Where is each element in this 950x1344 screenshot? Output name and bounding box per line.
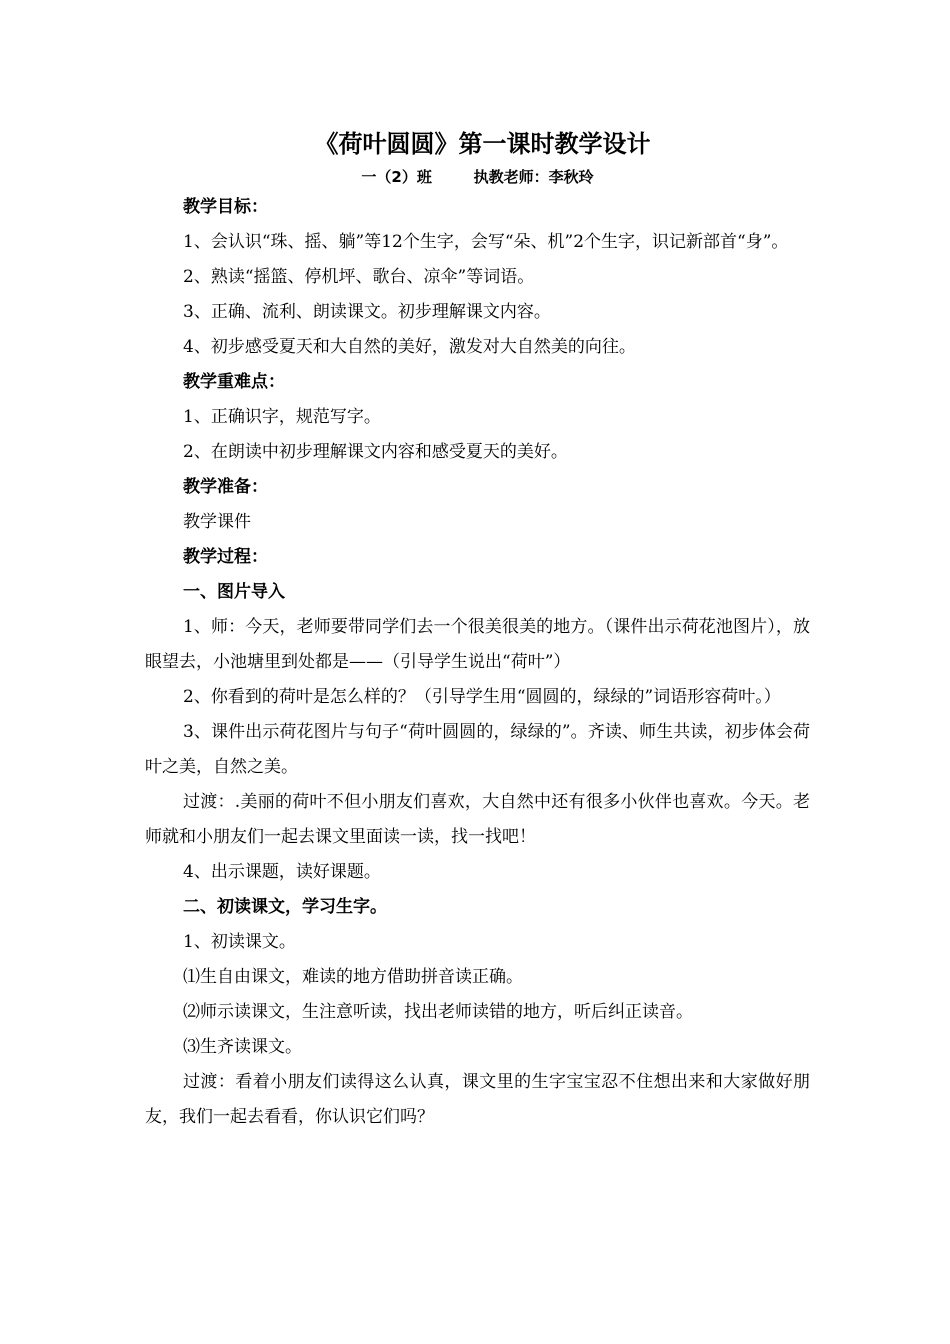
part2-paragraph: 过渡：看着小朋友们读得这么认真，课文里的生字宝宝忍不住想出来和大家做好朋友，我们一起去看看，你认识它们吗？: [145, 1072, 810, 1127]
part1-paragraph: 4、出示课题，读好课题。: [183, 862, 381, 882]
objective-item: 3、正确、流利、朗读课文。初步理解课文内容。: [183, 302, 551, 322]
document-title: 《荷叶圆圆》第一课时教学设计: [314, 130, 651, 158]
part1-paragraph: 1、师：今天，老师要带同学们去一个很美很美的地方。（课件出示荷花池图片），放眼望去，小池塘里到处都是——（引导学生说出“荷叶”）: [145, 617, 810, 672]
keypoint-item: 1、正确识字，规范写字。: [183, 407, 381, 427]
process-heading: 教学过程：: [183, 547, 268, 567]
document-body: [145, 126, 810, 1135]
objective-item: 4、初步感受夏天和大自然的美好，激发对大自然美的向往。: [183, 337, 636, 357]
preparation-text: 教学课件: [183, 512, 251, 532]
objective-item: 1、会认识“珠、摇、躺”等12个生字，会写“朵、机”2个生字，识记新部首“身”。: [183, 232, 789, 252]
keypoints-heading: 教学重难点：: [183, 372, 285, 392]
part2-paragraph: ⑵师示读课文，生注意听读，找出老师读错的地方，听后纠正读音。: [183, 1002, 693, 1022]
class-teacher-line: 一（2）班 执教老师：李秋玲: [361, 168, 594, 186]
part1-paragraph: 2、你看到的荷叶是怎么样的？（引导学生用“圆圆的，绿绿的”词语形容荷叶。）: [183, 687, 781, 707]
part2-paragraph: ⑶生齐读课文。: [183, 1037, 302, 1057]
part2-paragraph: ⑴生自由课文，难读的地方借助拼音读正确。: [183, 967, 523, 987]
part2-paragraph: 1、初读课文。: [183, 932, 296, 952]
part1-paragraph: 3、课件出示荷花图片与句子“荷叶圆圆的，绿绿的”。齐读、师生共读，初步体会荷叶之美，自然之美。: [145, 722, 810, 777]
objective-item: 2、熟读“摇篮、停机坪、歌台、凉伞”等词语。: [183, 267, 535, 287]
keypoint-item: 2、在朗读中初步理解课文内容和感受夏天的美好。: [183, 442, 568, 462]
preparation-heading: 教学准备：: [183, 477, 268, 497]
part2-heading: 二、初读课文，学习生字。: [183, 897, 387, 917]
part1-paragraph: 过渡：.美丽的荷叶不但小朋友们喜欢，大自然中还有很多小伙伴也喜欢。今天。老师就和小朋友们一起去课文里面读一读，找一找吧！: [145, 792, 810, 847]
part1-heading: 一、图片导入: [183, 582, 285, 602]
objectives-heading: 教学目标：: [183, 197, 268, 217]
